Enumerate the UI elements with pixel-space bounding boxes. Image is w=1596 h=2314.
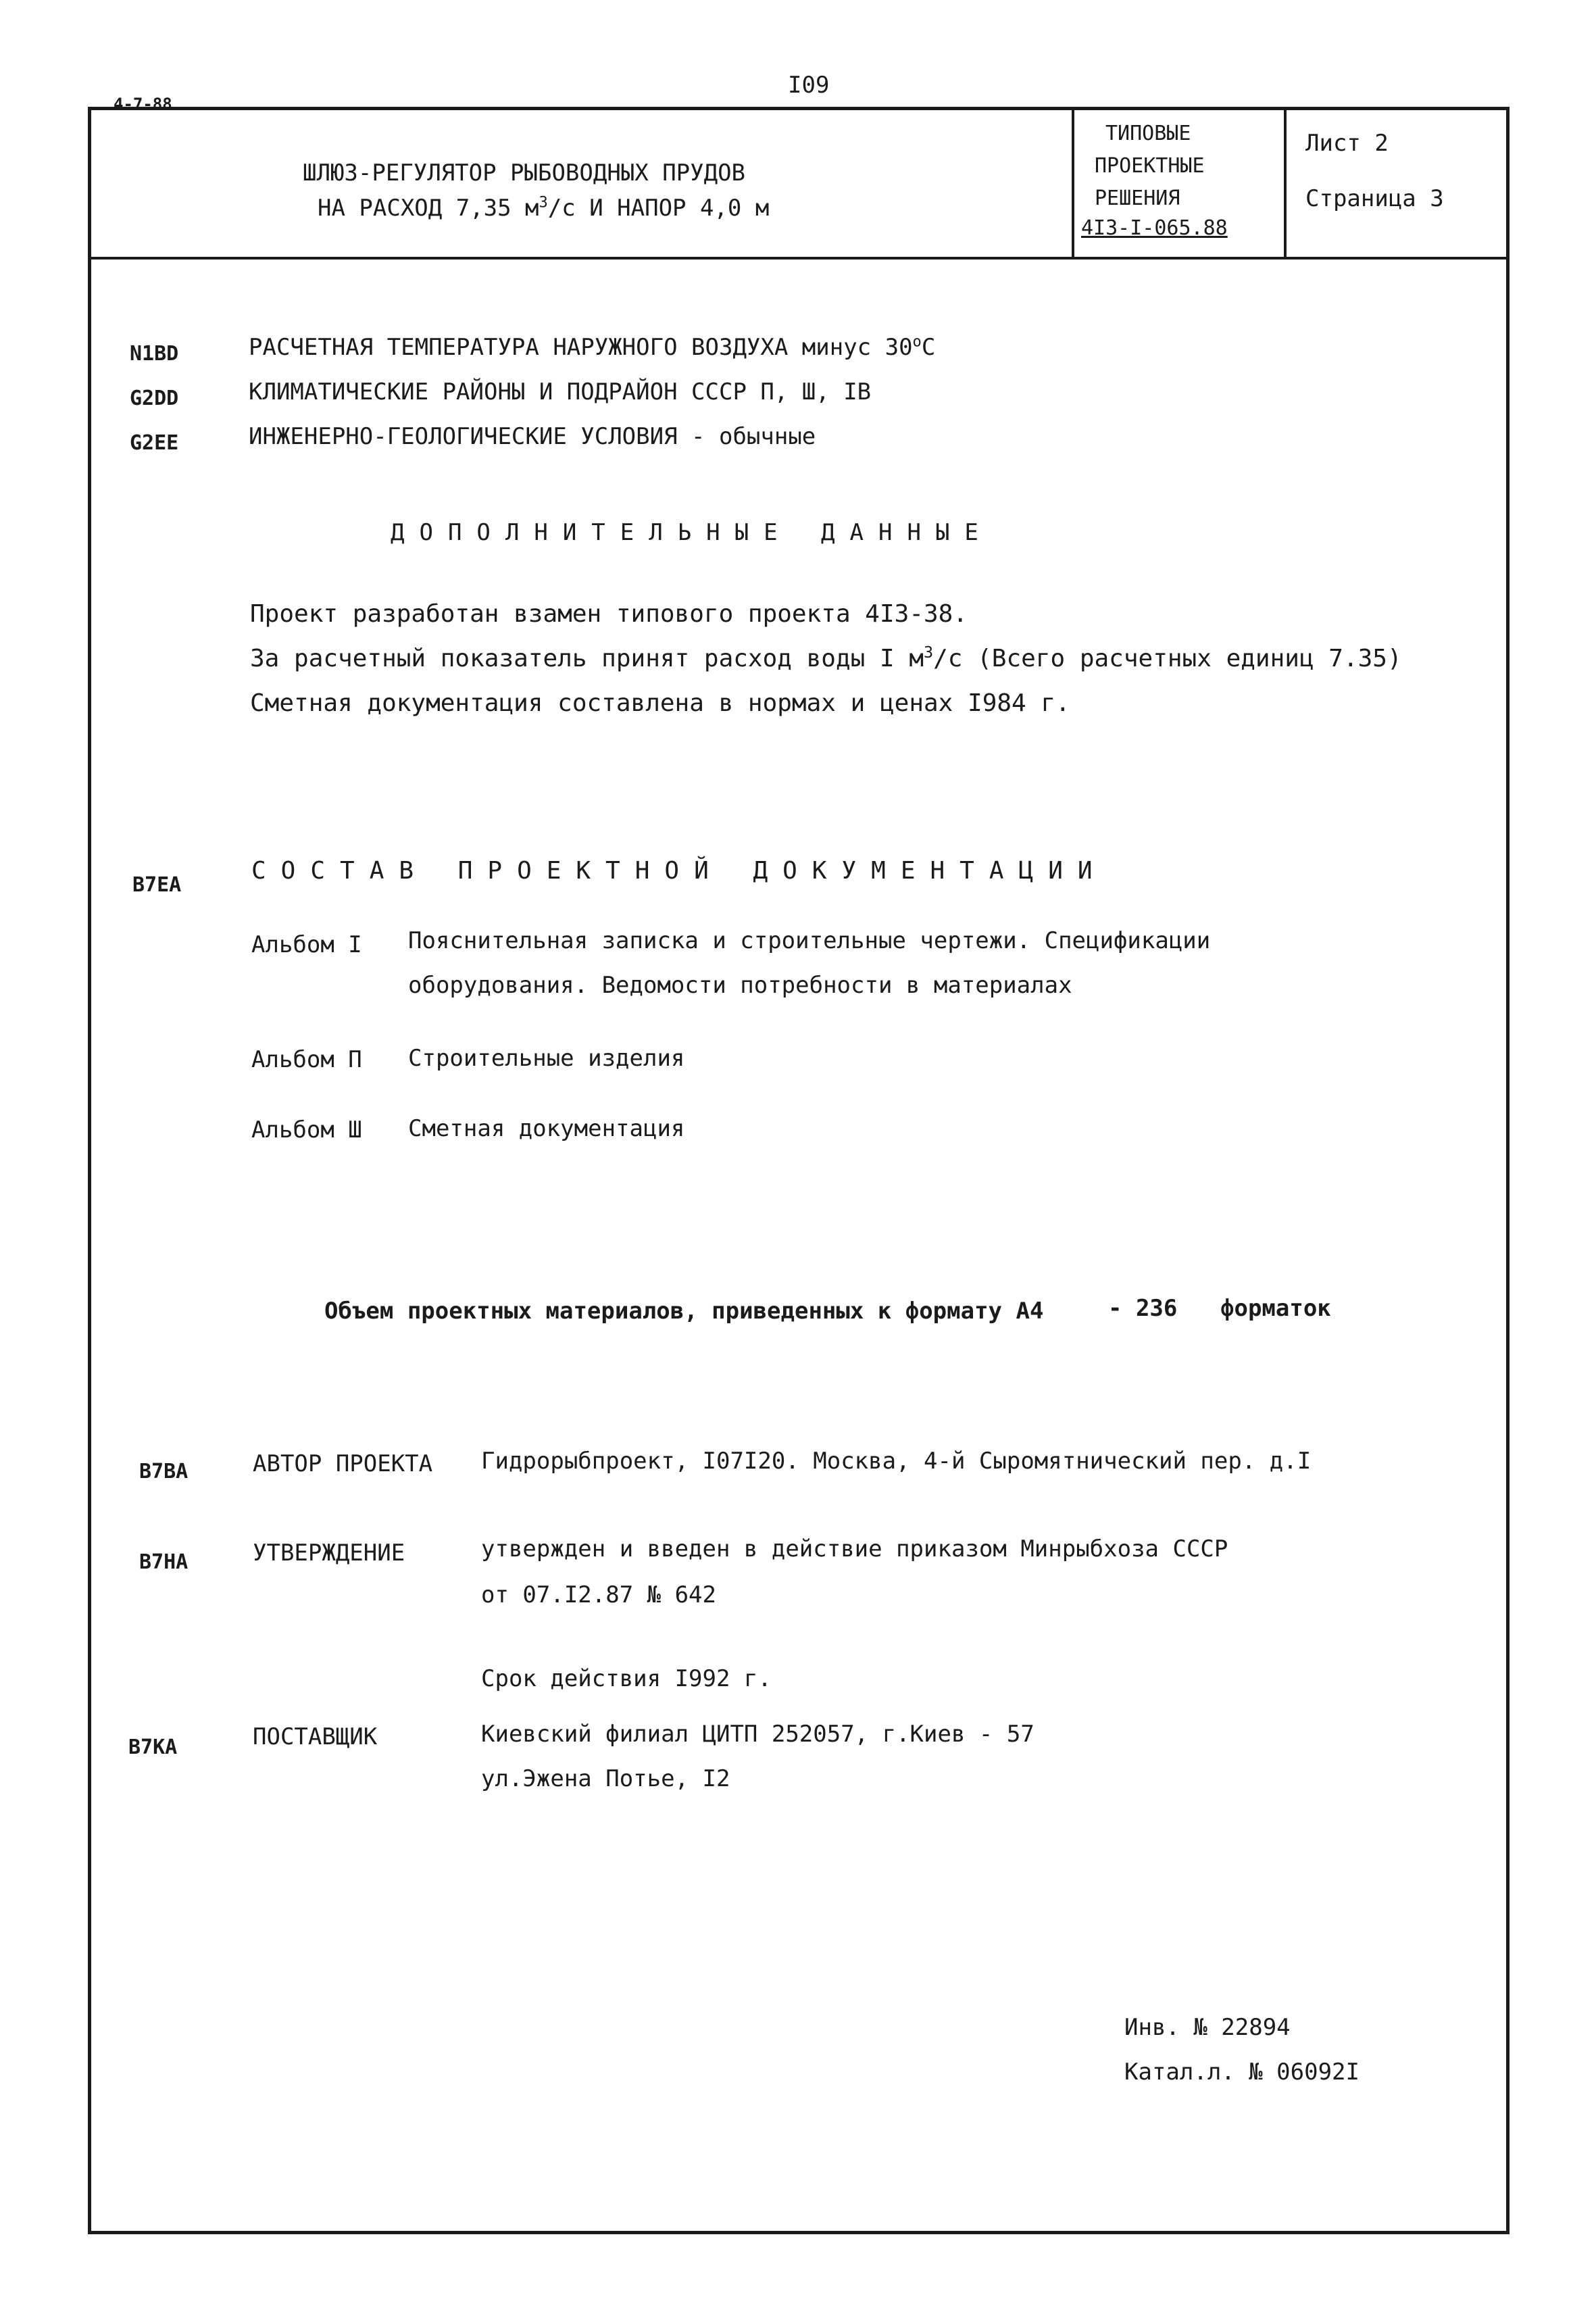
param-text-climate: КЛИМАТИЧЕСКИЕ РАЙОНЫ И ПОДРАЙОН СССР П, Ш, IВ [249, 378, 872, 405]
volume-text: Объем проектных материалов, приведенных к формату А4 [324, 1298, 1044, 1325]
additional-line-2: За расчетный показатель принят расход воды I $м^3/с$ (Всего расчетных единиц 7.35) [250, 643, 1402, 672]
album-1-name: Альбом I [251, 931, 362, 958]
supplier-line-2: ул.Эжена Потье, I2 [481, 1765, 730, 1792]
catalog-number: Катал.л. № 06092I [1124, 2059, 1360, 2086]
series-code: 4I3-I-065.88 [1081, 216, 1228, 240]
approval-validity: Срок действия I992 г. [481, 1665, 772, 1692]
album-3-name: Альбом Ш [251, 1116, 362, 1143]
series-line-1: ТИПОВЫЕ [1105, 122, 1191, 145]
series-line-3: РЕШЕНИЯ [1095, 187, 1180, 210]
inventory-number: Инв. № 22894 [1124, 2014, 1291, 2041]
additional-line-1: Проект разработан взамен типового проекта 4I3-38. [250, 600, 968, 628]
album-1-line-1: Пояснительная записка и строительные чертежи. Спецификации [408, 927, 1211, 954]
title-block-vline-1 [1072, 107, 1074, 258]
author-text: Гидрорыбпроект, I07I20. Москва, 4-й Сыромятнический пер. д.I [481, 1448, 1312, 1475]
title-block-vline-2 [1284, 107, 1287, 258]
doc-code: 4-7-88 [114, 95, 172, 114]
author-code: В7ВА [139, 1460, 189, 1483]
approval-label: УТВЕРЖДЕНИЕ [253, 1540, 405, 1567]
supplier-line-1: Киевский филиал ЦИТП 252057, г.Киев - 57 [481, 1721, 1034, 1748]
approval-code: В7НА [139, 1550, 189, 1574]
approval-line-2: от 07.I2.87 № 642 [481, 1581, 716, 1608]
supplier-label: ПОСТАВЩИК [253, 1723, 378, 1750]
param-code-g2ee: G2EE [130, 431, 179, 455]
album-2-name: Альбом П [251, 1046, 362, 1073]
param-code-n1bd: N1BD [130, 342, 179, 366]
param-code-g2dd: G2DD [130, 387, 179, 410]
composition-heading: СОСТАВ ПРОЕКТНОЙ ДОКУМЕНТАЦИИ [251, 857, 1107, 885]
title-line-2: НА РАСХОД 7,35 $м^3/с$ И НАПОР 4,0 м [318, 193, 770, 222]
volume-unit: форматок [1220, 1295, 1331, 1322]
page-label: Страница 3 [1305, 185, 1444, 212]
sheet-label: Лист 2 [1305, 130, 1389, 157]
album-2-line-1: Строительные изделия [408, 1045, 685, 1072]
series-line-2: ПРОЕКТНЫЕ [1095, 154, 1205, 178]
album-1-line-2: оборудования. Ведомости потребности в материалах [408, 972, 1072, 999]
author-label: АВТОР ПРОЕКТА [253, 1450, 433, 1477]
title-block-divider [88, 257, 1510, 260]
title-line-1: ШЛЮЗ-РЕГУЛЯТОР РЫБОВОДНЫХ ПРУДОВ [303, 159, 746, 187]
composition-code: В7ЕА [132, 873, 182, 897]
album-3-line-1: Сметная документация [408, 1115, 685, 1142]
param-text-temperature: РАСЧЕТНАЯ ТЕМПЕРАТУРА НАРУЖНОГО ВОЗДУХА минус 30$^o$C [249, 333, 936, 361]
param-text-geology: ИНЖЕНЕРНО-ГЕОЛОГИЧЕСКИЕ УСЛОВИЯ - обычные [249, 423, 816, 450]
supplier-code: В7КА [128, 1736, 178, 1759]
approval-line-1: утвержден и введен в действие приказом Минрыбхоза СССР [481, 1535, 1228, 1562]
additional-line-3: Сметная документация составлена в нормах и ценах I984 г. [250, 689, 1070, 717]
additional-heading: ДОПОЛНИТЕЛЬНЫЕ ДАННЫЕ [391, 519, 993, 546]
volume-value: - 236 [1108, 1295, 1178, 1322]
page-number: I09 [788, 72, 830, 99]
